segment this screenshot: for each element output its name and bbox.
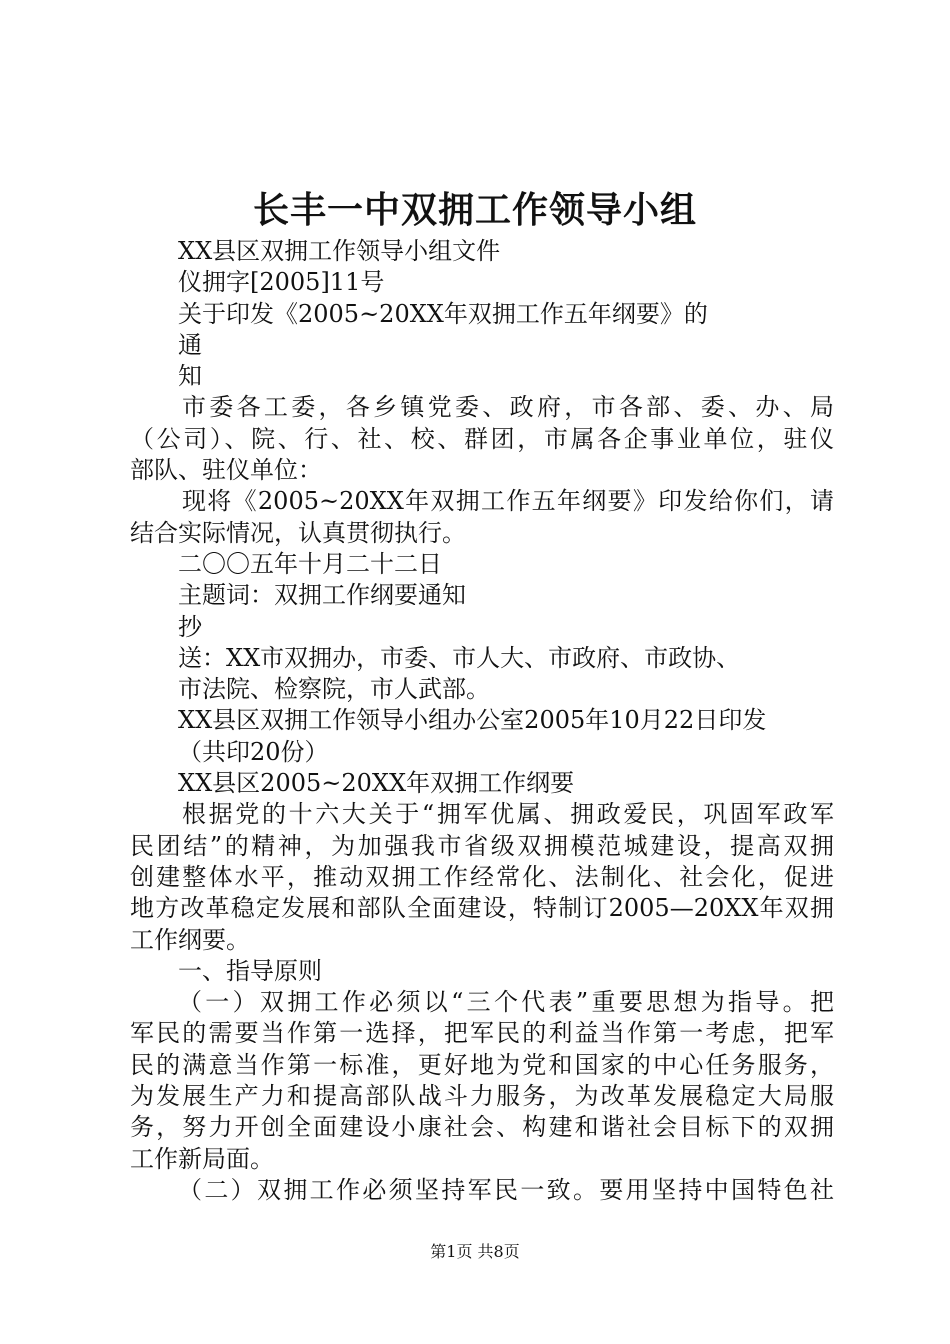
text-line: 关于印发《2005~20XX年双拥工作五年纲要》的 [178, 299, 708, 328]
text-line: 部队、驻仪单位： [130, 456, 322, 485]
text-line: 抄 [178, 612, 202, 641]
text-line: XX县区双拥工作领导小组办公室2005年10月22日印发 [178, 706, 767, 735]
text-line: （公司）、院、行、社、校、群团，市属各企事业单位，驻仪 [130, 424, 834, 453]
text-line: 工作纲要。 [130, 925, 250, 954]
text-line: （一）双拥工作必须以“三个代表”重要思想为指导。把 [178, 988, 834, 1017]
text-line: 务，努力开创全面建设小康社会、构建和谐社会目标下的双拥 [130, 1113, 834, 1142]
text-line: 市委各工委，各乡镇党委、政府，市各部、委、办、局 [182, 393, 834, 422]
text-line: （二）双拥工作必须坚持军民一致。要用坚持中国特色社 [178, 1175, 834, 1204]
text-line: 民团结”的精神，为加强我市省级双拥模范城建设，提高双拥 [130, 831, 834, 860]
text-line: 通 [178, 330, 202, 359]
text-line: 创建整体水平，推动双拥工作经常化、法制化、社会化，促进 [130, 862, 834, 891]
text-line: 为发展生产力和提高部队战斗力服务，为改革发展稳定大局服 [130, 1082, 834, 1111]
text-line: 地方改革稳定发展和部队全面建设，特制订2005—20XX年双拥 [130, 894, 834, 923]
text-line: 根据党的十六大关于“拥军优属、拥政爱民，巩固军政军 [182, 800, 834, 829]
text-line: 现将《2005~20XX年双拥工作五年纲要》印发给你们，请 [182, 487, 834, 516]
text-line: 市法院、检察院，市人武部。 [178, 675, 490, 704]
text-line: （共印20份） [178, 737, 329, 766]
text-line: 二〇〇五年十月二十二日 [178, 549, 442, 578]
text-line: XX县区双拥工作领导小组文件 [178, 237, 501, 265]
page-footer: 第1页 共8页 [430, 1242, 520, 1261]
text-line: 民的满意当作第一标准，更好地为党和国家的中心任务服务， [130, 1050, 834, 1079]
text-line: 知 [178, 362, 202, 391]
text-line: 结合实际情况，认真贯彻执行。 [130, 518, 466, 547]
section-heading: 一、指导原则 [178, 956, 322, 985]
text-line: XX县区2005~20XX年双拥工作纲要 [178, 769, 575, 798]
text-line: 工作新局面。 [130, 1144, 274, 1173]
document-body [130, 236, 834, 1206]
document-title: 长丰一中双拥工作领导小组 [252, 189, 697, 231]
text-line: 仪拥字[2005]11号 [178, 268, 385, 297]
text-line: 送：XX市双拥办，市委、市人大、市政府、市政协、 [178, 643, 741, 672]
text-line: 军民的需要当作第一选择，把军民的利益当作第一考虑，把军 [130, 1019, 834, 1048]
text-line: 主题词：双拥工作纲要通知 [178, 581, 466, 610]
